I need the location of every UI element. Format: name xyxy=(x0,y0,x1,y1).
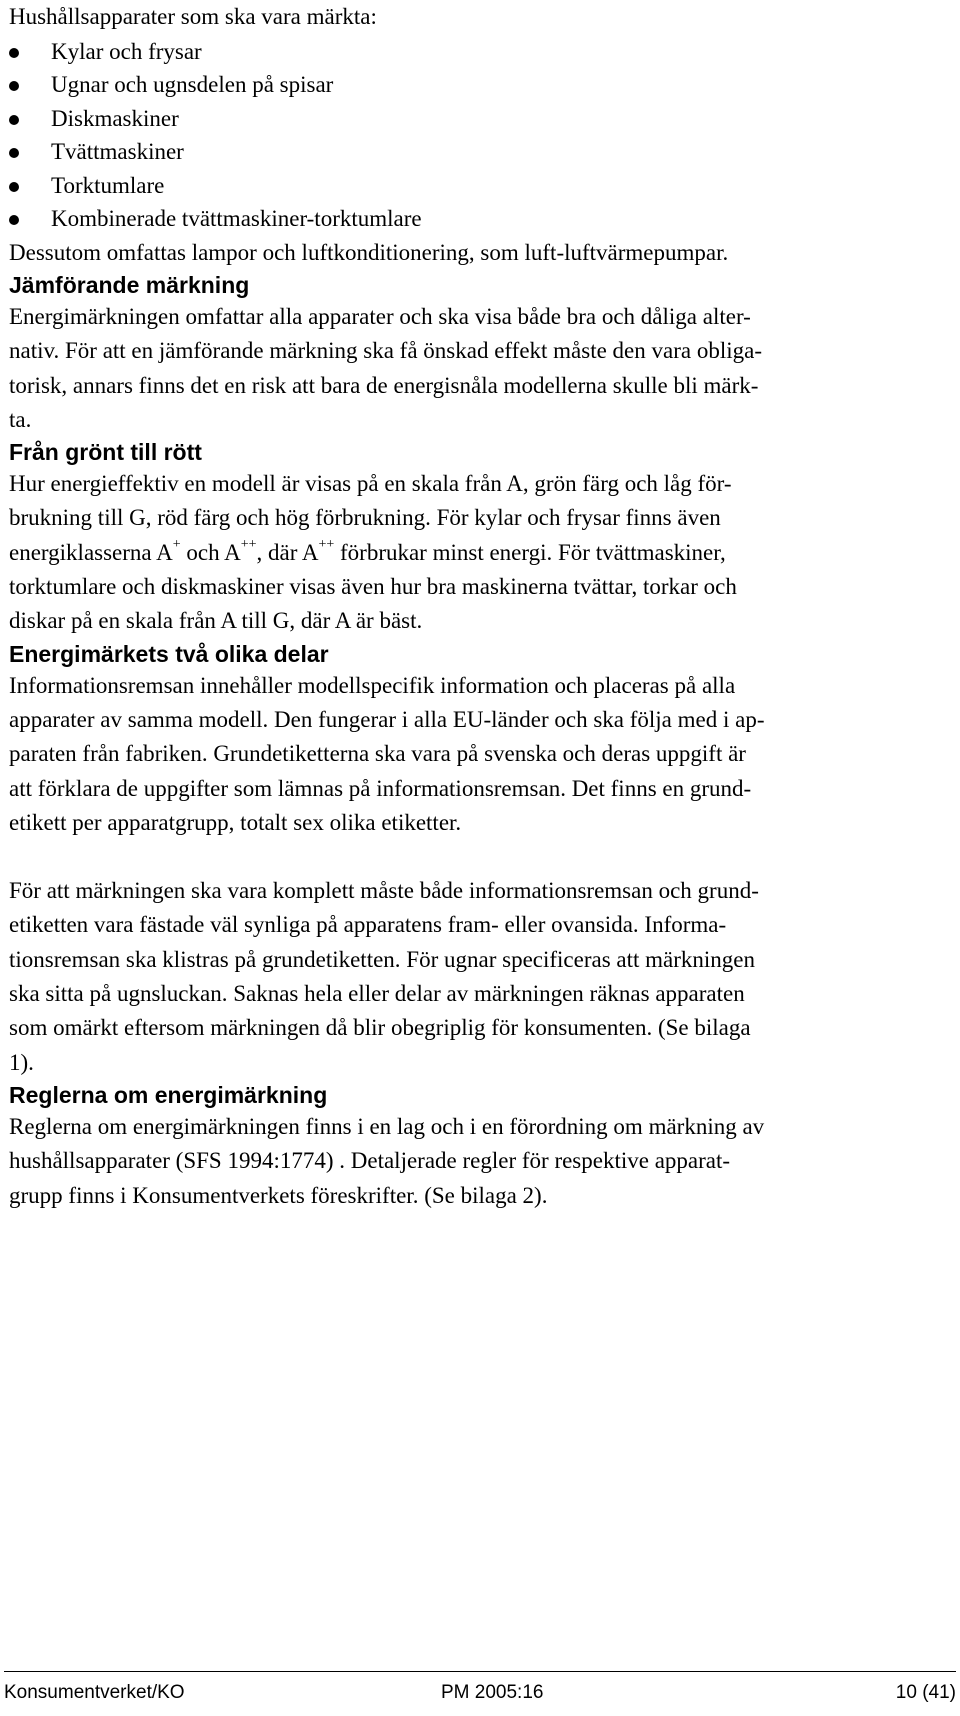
list-item: Kombinerade tvättmaskiner-torktumlare xyxy=(9,202,954,236)
bullet-icon xyxy=(9,148,19,158)
list-item: Ugnar och ugnsdelen på spisar xyxy=(9,68,954,102)
bullet-icon xyxy=(9,81,19,91)
appliance-list xyxy=(9,35,954,236)
paragraph-komplett-markning xyxy=(9,874,954,1080)
section-heading-tva-delar: Energimärkets två olika delar xyxy=(9,640,329,667)
list-item: Kylar och frysar xyxy=(9,35,954,69)
text-line: ta. xyxy=(9,406,32,432)
text-line: att förklara de uppgifter som lämnas på informationsremsan. Det finns en grund- xyxy=(9,775,752,801)
paragraph-informationsremsan xyxy=(9,669,954,840)
section-heading-reglerna: Reglerna om energimärkning xyxy=(9,1081,328,1108)
paragraph-jamforande xyxy=(9,300,954,437)
text-line: torktumlare och diskmaskiner visas även hur bra maskinerna tvättar, torkar och xyxy=(9,574,737,600)
text-line: ska sitta på ugnsluckan. Saknas hela eller delar av märkningen räknas apparaten xyxy=(9,981,745,1007)
text-line: apparater av samma modell. Den fungerar i alla EU-länder och ska följa med i ap- xyxy=(9,706,765,732)
paragraph-reglerna xyxy=(9,1110,954,1213)
text-line: Reglerna om energimärkningen finns i en lag och i en förordning om märkning av xyxy=(9,1113,765,1139)
text-line: brukning till G, röd färg och hög förbrukning. För kylar och frysar finns även xyxy=(9,505,721,531)
text-line: Informationsremsan innehåller modellspecifik information och placeras på alla xyxy=(9,672,736,698)
text-line: som omärkt eftersom märkningen då blir obegriplig för konsumenten. (Se bilaga xyxy=(9,1015,751,1041)
paragraph-spacer xyxy=(9,840,954,874)
list-item: Diskmaskiner xyxy=(9,102,954,136)
text-line: diskar på en skala från A till G, där A är bäst. xyxy=(9,608,423,634)
paragraph-gront-till-rott xyxy=(9,467,954,638)
footer-page-number: 10 (41) xyxy=(895,1682,956,1703)
list-item: Torktumlare xyxy=(9,169,954,203)
text-line: etiketten vara fästade väl synliga på apparatens fram- eller ovansida. Informa- xyxy=(9,912,727,938)
text-line: Hur energieffektiv en modell är visas på en skala från A, grön färg och låg för- xyxy=(9,471,732,497)
section-heading-jamforande: Jämförande märkning xyxy=(9,272,250,298)
text-line: För att märkningen ska vara komplett måste både informationsremsan och grund- xyxy=(9,878,759,904)
bullet-icon xyxy=(9,48,19,58)
footer-publisher: Konsumentverket/KO xyxy=(4,1682,185,1703)
text-line: tionsremsan ska klistras på grundetiketten. För ugnar specificeras att märkningen xyxy=(9,946,756,972)
text-line: torisk, annars finns det en risk att bara de energisnåla modellerna skulle bli märk- xyxy=(9,372,759,398)
list-item: Tvättmaskiner xyxy=(9,135,954,169)
text-line: etikett per apparatgrupp, totalt sex olika etiketter. xyxy=(9,809,462,835)
bullet-icon xyxy=(9,215,19,225)
footer-divider xyxy=(4,1671,956,1672)
section-heading-gront-till-rott: Från grönt till rött xyxy=(9,439,202,466)
text-line: Energimärkningen omfattar alla apparater och ska visa både bra och dåliga alter- xyxy=(9,304,751,329)
footer-document-id: PM 2005:16 xyxy=(441,1682,544,1703)
document-page xyxy=(9,0,954,1213)
bullet-icon xyxy=(9,182,19,192)
text-line: paraten från fabriken. Grundetiketterna ska vara på svenska och deras uppgift är xyxy=(9,741,746,767)
text-line-energy-classes: energiklasserna A+ och A++, där A++ förbrukar minst energi. För tvättmaskiner, xyxy=(9,537,726,565)
also-line: Dessutom omfattas lampor och luftkonditionering, som luft-luftvärmepumpar. xyxy=(9,239,729,265)
intro-line: Hushållsapparater som ska vara märkta: xyxy=(9,4,377,29)
text-line: grupp finns i Konsumentverkets föreskrifter. (Se bilaga 2). xyxy=(9,1182,548,1208)
bullet-icon xyxy=(9,115,19,125)
text-line: 1). xyxy=(9,1049,34,1075)
text-line: hushållsapparater (SFS 1994:1774) . Detaljerade regler för respektive apparat- xyxy=(9,1148,731,1174)
text-line: nativ. För att en jämförande märkning ska få önskad effekt måste den vara obliga- xyxy=(9,338,762,364)
page-footer xyxy=(4,1678,956,1708)
